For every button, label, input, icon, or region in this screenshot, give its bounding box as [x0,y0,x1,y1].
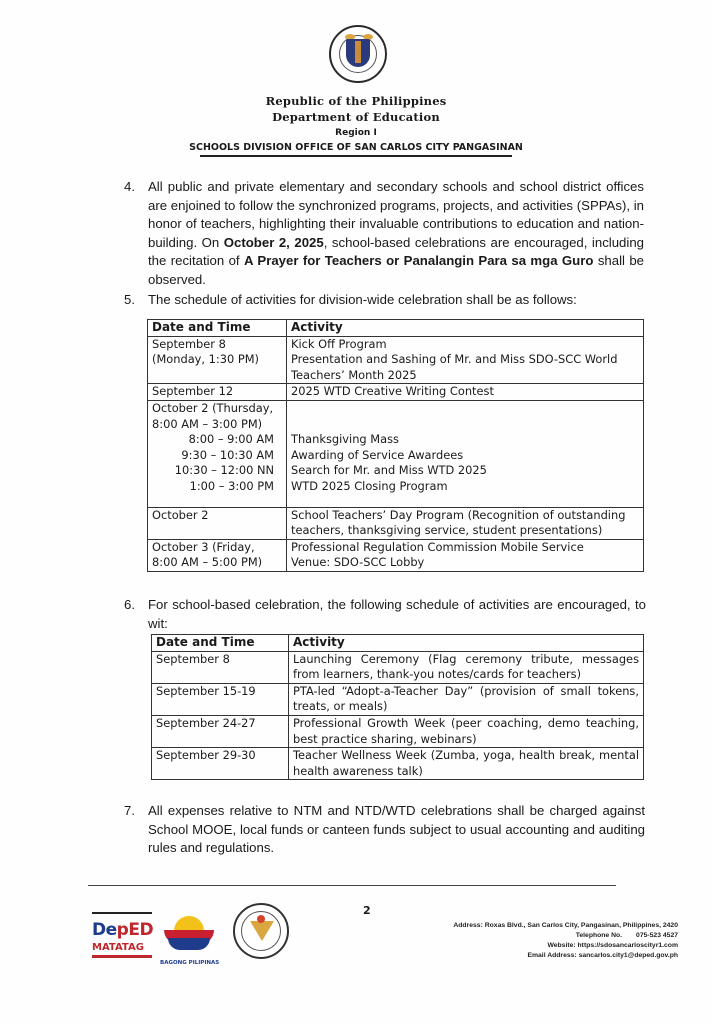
division-schedule-table [147,319,644,572]
contact-info [453,921,678,961]
table-row: September 8 Launching Ceremony (Flag ceremony tribute, messages from learners, thank-you notes/cards for teachers) [152,651,644,683]
header-region: Region I [335,128,377,138]
table-row: October 3 (Friday, 8:00 AM – 5:00 PM) Professional Regulation Commission Mobile Service Venue: SDO-SCC Lobby [148,539,644,571]
paragraph-5: 5. The schedule of activities for division-wide celebration shall be as follows: [148,291,648,310]
email-link[interactable]: Email Address: sancarlos.city1@deped.gov.ph [527,952,678,959]
table-header-row [152,635,644,652]
table-header-row [148,320,644,337]
deped-matatag-logo-icon: DepED MATATAG [92,912,152,960]
header-division: SCHOOLS DIVISION OFFICE OF SAN CARLOS CITY PANGASINAN [189,142,523,153]
deped-seal-icon [329,25,387,83]
table-row: September 12 2025 WTD Creative Writing Contest [148,384,644,401]
sdo-seal-icon [233,903,289,959]
website-link[interactable]: Website: https://sdosancarloscityr1.com [547,942,678,949]
paragraph-7: 7. All expenses relative to NTM and NTD/WTD celebrations shall be charged against School MOOE, local funds or canteen funds subject to usual accounting and auditing rules and regulations. [124,803,645,856]
table-row: October 2 (Thursday, 8:00 AM – 3:00 PM) 8:00 – 9:00 AM 9:30 – 10:30 AM 10:30 – 12:00 NN 1:00 – 3:00 PM Thanksgiving Mass Awarding of Service Awardees Search for Mr. and Miss WTD 2025 WTD 2025 Closing Program [148,400,644,507]
address: Address: Roxas Blvd., San Carlos City, Pangasinan, Philippines, 2420 [453,922,678,929]
table-row: September 24-27 Professional Growth Week (peer coaching, demo teaching, best practice sharing, webinars) [152,715,644,747]
paragraph-number: 7. [124,803,135,818]
school-schedule-table [151,634,644,780]
header-rule [200,155,512,157]
paragraph-number: 6. [124,597,135,612]
table-row: September 8 (Monday, 1:30 PM) Kick Off Program Presentation and Sashing of Mr. and Miss SDO-SCC World Teachers’ Month 2025 [148,336,644,384]
bagong-pilipinas-logo-icon: BAGONG PILIPINAS [160,908,218,968]
header-activity: Activity [289,635,644,652]
paragraph-6: 6. For school-based celebration, the following schedule of activities are encouraged, to wit: [124,597,646,631]
header-republic: Republic of the Philippines [265,94,447,108]
telephone: Telephone No. 075-523 4527 [575,932,678,939]
header-department: Department of Education [272,110,440,124]
bold-prayer-title: A Prayer for Teachers or Panalangin Para sa mga Guro [243,253,594,269]
paragraph-4: 4. All public and private elementary and secondary schools and school district offices are enjoined to follow the synchronized programs, projects, and activities (SPPAs), in honor of teachers, highlighting their invaluable contributions to education and nation-building. On October 2, 2025, school-based celebrations are encouraged, including the recitation of A Prayer for Teachers or Panalangin Para sa mga Guro shall be observed. [124,179,644,287]
paragraph-number: 5. [124,292,135,307]
page-number: 2 [363,904,371,917]
paragraph-number: 4. [124,179,135,194]
header-date-time: Date and Time [148,320,287,337]
header-activity: Activity [287,320,644,337]
table-row: September 15-19 PTA-led “Adopt-a-Teacher Day” (provision of small tokens, treats, or meals) [152,683,644,715]
table-row: September 29-30 Teacher Wellness Week (Zumba, yoga, health break, mental health awareness talk) [152,748,644,780]
footer-rule [88,885,616,886]
bold-date: October 2, 2025 [223,234,324,250]
header-date-time: Date and Time [152,635,289,652]
table-row: October 2 School Teachers’ Day Program (Recognition of outstanding teachers, thanksgiving service, student presentations) [148,507,644,539]
